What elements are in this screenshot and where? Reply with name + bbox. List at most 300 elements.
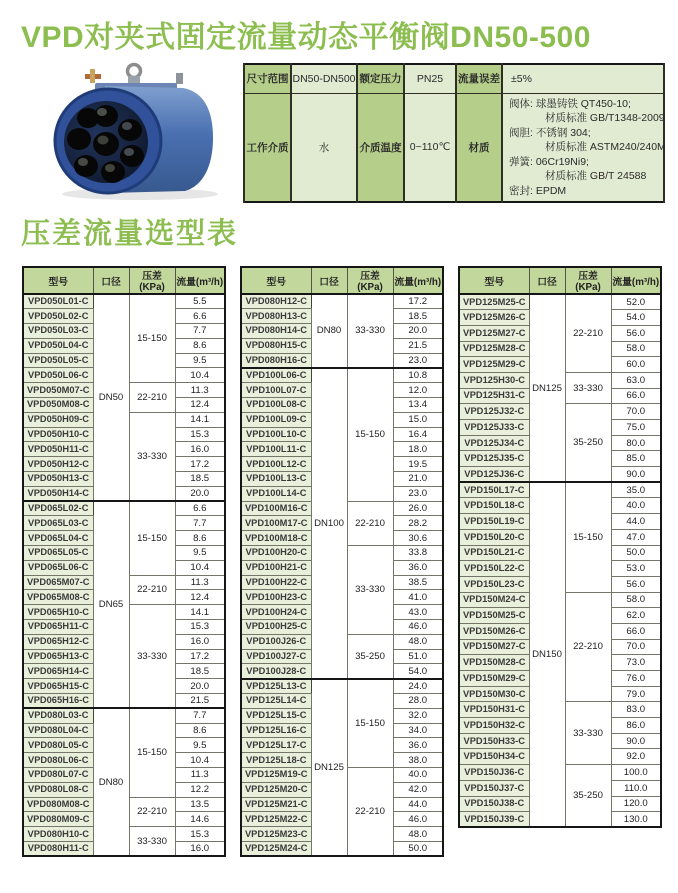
model-cell: VPD150M25-C [459, 608, 529, 624]
model-cell: VPD100L11-C [241, 442, 311, 457]
column-header: 口径 [311, 267, 347, 294]
flow-cell: 50.0 [393, 841, 443, 856]
spec-row-2 [244, 93, 664, 202]
model-cell: VPD150J38-C [459, 796, 529, 812]
flow-cell: 51.0 [393, 649, 443, 664]
flow-cell: 54.0 [611, 310, 661, 326]
spec-label-flow-error: 流量误差 [456, 64, 502, 93]
column-header: 型号 [241, 267, 311, 294]
flow-cell: 20.0 [175, 679, 225, 694]
table-row [459, 294, 661, 310]
spec-value-size-range: DN50-DN500 [291, 64, 357, 93]
flow-cell: 90.0 [611, 467, 661, 483]
flow-cell: 19.5 [393, 457, 443, 472]
diameter-cell: DN80 [93, 708, 129, 856]
pressure-cell: 22-210 [347, 501, 393, 545]
page-title: VPD对夹式固定流量动态平衡阀DN50-500 [21, 21, 591, 54]
flow-cell: 11.3 [175, 383, 225, 398]
header-row [23, 267, 225, 294]
flow-cell: 52.0 [611, 294, 661, 310]
flow-cell: 18.0 [393, 442, 443, 457]
flow-cell: 12.4 [175, 398, 225, 413]
model-cell: VPD125J33-C [459, 420, 529, 436]
spec-label-temperature: 介质温度 [357, 93, 404, 202]
flow-cell: 60.0 [611, 357, 661, 373]
flow-cell: 44.0 [611, 514, 661, 530]
model-cell: VPD050H14-C [23, 486, 93, 501]
model-cell: VPD150L18-C [459, 498, 529, 514]
model-cell: VPD125M22-C [241, 812, 311, 827]
model-cell: VPD080H14-C [241, 324, 311, 339]
flow-cell: 9.5 [175, 546, 225, 561]
material-cell [502, 93, 664, 202]
spec-label-rated-pressure: 额定压力 [357, 64, 404, 93]
model-cell: VPD065H15-C [23, 679, 93, 694]
flow-cell: 18.5 [393, 309, 443, 324]
model-cell: VPD125J36-C [459, 467, 529, 483]
flow-cell: 8.6 [175, 723, 225, 738]
model-cell: VPD125M27-C [459, 325, 529, 341]
model-cell: VPD050M07-C [23, 383, 93, 398]
flow-cell: 38.0 [393, 753, 443, 768]
diameter-cell: DN65 [93, 501, 129, 708]
model-cell: VPD100H22-C [241, 575, 311, 590]
model-cell: VPD080L04-C [23, 723, 93, 738]
pressure-cell: 15-150 [347, 679, 393, 768]
model-cell: VPD125M19-C [241, 768, 311, 783]
model-cell: VPD080L05-C [23, 738, 93, 753]
vent-fitting [176, 73, 183, 84]
material-line: 弹簧: 06Cr19Ni9; [509, 155, 589, 168]
pressure-cell: 35-250 [347, 634, 393, 678]
flow-cell: 21.0 [393, 472, 443, 487]
model-cell: VPD065H14-C [23, 664, 93, 679]
model-cell: VPD100H25-C [241, 620, 311, 635]
balancing-valve-image [45, 60, 241, 202]
spec-value-temperature: 0~110℃ [404, 93, 456, 202]
model-cell: VPD050H11-C [23, 442, 93, 457]
model-cell: VPD125L15-C [241, 708, 311, 723]
product-photo [45, 60, 241, 202]
model-cell: VPD150M26-C [459, 623, 529, 639]
pressure-cell: 15-150 [129, 708, 175, 797]
model-cell: VPD065H12-C [23, 634, 93, 649]
flow-cell: 10.4 [175, 753, 225, 768]
selection-table-2 [240, 266, 444, 857]
model-cell: VPD125M25-C [459, 294, 529, 310]
flow-cell: 73.0 [611, 655, 661, 671]
flow-cell: 30.6 [393, 531, 443, 546]
flow-cell: 54.0 [393, 664, 443, 679]
flow-cell: 43.0 [393, 605, 443, 620]
model-cell: VPD125M20-C [241, 782, 311, 797]
model-cell: VPD100L12-C [241, 457, 311, 472]
flow-cell: 15.0 [393, 412, 443, 427]
flow-cell: 41.0 [393, 590, 443, 605]
model-cell: VPD100H23-C [241, 590, 311, 605]
spec-label-material: 材质 [456, 93, 502, 202]
model-cell: VPD065L06-C [23, 560, 93, 575]
pressure-cell: 22-210 [565, 592, 611, 702]
selection-tables-container [22, 266, 662, 857]
flow-cell: 9.5 [175, 738, 225, 753]
flow-cell: 8.6 [175, 338, 225, 353]
model-cell: VPD100M17-C [241, 516, 311, 531]
model-cell: VPD125L14-C [241, 694, 311, 709]
diameter-cell: DN125 [529, 294, 565, 482]
spec-value-flow-error: ±5% [502, 64, 664, 93]
pressure-cell: 35-250 [565, 765, 611, 828]
model-cell: VPD100H21-C [241, 560, 311, 575]
model-cell: VPD125L13-C [241, 679, 311, 694]
pressure-cell: 33-330 [129, 827, 175, 857]
flow-cell: 76.0 [611, 671, 661, 687]
model-cell: VPD150M28-C [459, 655, 529, 671]
diameter-cell: DN50 [93, 294, 129, 501]
flow-cell: 11.3 [175, 768, 225, 783]
model-cell: VPD150J37-C [459, 780, 529, 796]
model-cell: VPD100J27-C [241, 649, 311, 664]
brass-fitting [85, 69, 101, 83]
diameter-cell: DN150 [529, 482, 565, 827]
model-cell: VPD100J28-C [241, 664, 311, 679]
model-cell: VPD150J39-C [459, 812, 529, 828]
eyebolt-icon [128, 65, 141, 78]
flow-cell: 33.8 [393, 546, 443, 561]
flow-cell: 86.0 [611, 718, 661, 734]
flow-cell: 130.0 [611, 812, 661, 828]
flow-cell: 10.4 [175, 560, 225, 575]
model-cell: VPD100L14-C [241, 486, 311, 501]
flow-cell: 110.0 [611, 780, 661, 796]
model-cell: VPD125L18-C [241, 753, 311, 768]
flow-cell: 18.5 [175, 472, 225, 487]
column-header: 口径 [93, 267, 129, 294]
flow-cell: 58.0 [611, 592, 661, 608]
model-cell: VPD100L13-C [241, 472, 311, 487]
model-cell: VPD080H13-C [241, 309, 311, 324]
pressure-cell: 15-150 [129, 501, 175, 575]
flow-cell: 35.0 [611, 482, 661, 498]
pressure-cell: 22-210 [565, 294, 611, 372]
model-cell: VPD150H31-C [459, 702, 529, 718]
pressure-cell: 33-330 [565, 372, 611, 403]
model-cell: VPD065L05-C [23, 546, 93, 561]
model-cell: VPD050L02-C [23, 309, 93, 324]
model-cell: VPD125M29-C [459, 357, 529, 373]
header-row [459, 267, 661, 294]
model-cell: VPD080L08-C [23, 782, 93, 797]
flow-cell: 56.0 [611, 576, 661, 592]
model-cell: VPD125M23-C [241, 827, 311, 842]
column-header: 型号 [459, 267, 529, 294]
flow-cell: 23.0 [393, 353, 443, 368]
flow-cell: 12.4 [175, 590, 225, 605]
flow-cell: 36.0 [393, 738, 443, 753]
flow-cell: 23.0 [393, 486, 443, 501]
flow-cell: 18.5 [175, 664, 225, 679]
model-cell: VPD125H31-C [459, 388, 529, 404]
model-cell: VPD080M08-C [23, 797, 93, 812]
model-cell: VPD080H10-C [23, 827, 93, 842]
model-cell: VPD080L03-C [23, 708, 93, 723]
flow-cell: 56.0 [611, 325, 661, 341]
spec-table [243, 63, 665, 203]
model-cell: VPD050L05-C [23, 353, 93, 368]
model-cell: VPD150M29-C [459, 671, 529, 687]
model-cell: VPD065L03-C [23, 516, 93, 531]
flow-cell: 15.3 [175, 827, 225, 842]
column-header: 压差(KPa) [565, 267, 611, 294]
material-line: 密封: EPDM [509, 185, 567, 198]
flow-cell: 80.0 [611, 435, 661, 451]
flow-cell: 26.0 [393, 501, 443, 516]
flow-cell: 7.7 [175, 324, 225, 339]
material-line: 阀体: 球墨铸铁 QT450-10; [509, 97, 631, 110]
pressure-cell: 33-330 [129, 605, 175, 709]
model-cell: VPD150L20-C [459, 529, 529, 545]
pressure-cell: 22-210 [347, 768, 393, 857]
model-cell: VPD080M09-C [23, 812, 93, 827]
model-cell: VPD150L17-C [459, 482, 529, 498]
flow-cell: 21.5 [393, 338, 443, 353]
material-line: 材质标准 GB/T 24588 [545, 170, 647, 183]
flow-cell: 14.1 [175, 412, 225, 427]
model-cell: VPD150L23-C [459, 576, 529, 592]
pressure-cell: 33-330 [565, 702, 611, 765]
flow-cell: 47.0 [611, 529, 661, 545]
flow-cell: 83.0 [611, 702, 661, 718]
column-header: 压差(KPa) [129, 267, 175, 294]
header-row [241, 267, 443, 294]
model-cell: VPD100H24-C [241, 605, 311, 620]
table-row [241, 679, 443, 694]
column-header: 流量(m³/h) [611, 267, 661, 294]
model-cell: VPD125L17-C [241, 738, 311, 753]
section-title: 压差流量选型表 [21, 218, 239, 250]
flow-cell: 7.7 [175, 516, 225, 531]
pressure-cell: 15-150 [129, 294, 175, 383]
model-cell: VPD150M27-C [459, 639, 529, 655]
model-cell: VPD100J26-C [241, 634, 311, 649]
model-cell: VPD150H33-C [459, 733, 529, 749]
model-cell: VPD100H20-C [241, 546, 311, 561]
flow-cell: 120.0 [611, 796, 661, 812]
flow-cell: 13.4 [393, 398, 443, 413]
pressure-cell: 33-330 [129, 412, 175, 501]
flow-cell: 16.0 [175, 634, 225, 649]
material-line: 阀胆: 不锈钢 304; [509, 126, 591, 139]
model-cell: VPD125J35-C [459, 451, 529, 467]
flow-cell: 15.3 [175, 427, 225, 442]
model-cell: VPD100L10-C [241, 427, 311, 442]
model-cell: VPD050H13-C [23, 472, 93, 487]
pressure-cell: 22-210 [129, 797, 175, 827]
diameter-cell: DN80 [311, 294, 347, 368]
flow-cell: 58.0 [611, 341, 661, 357]
flow-cell: 7.7 [175, 708, 225, 723]
flow-cell: 62.0 [611, 608, 661, 624]
flow-cell: 36.0 [393, 560, 443, 575]
model-cell: VPD050H09-C [23, 412, 93, 427]
model-cell: VPD150M24-C [459, 592, 529, 608]
flow-cell: 100.0 [611, 765, 661, 781]
flow-cell: 6.6 [175, 501, 225, 516]
model-cell: VPD125J32-C [459, 404, 529, 420]
material-line: 材质标准 GB/T1348-2009 [545, 112, 665, 125]
model-cell: VPD080L06-C [23, 753, 93, 768]
flow-cell: 17.2 [175, 649, 225, 664]
spec-value-medium: 水 [291, 93, 357, 202]
table-row [241, 294, 443, 309]
model-cell: VPD050L01-C [23, 294, 93, 309]
flow-cell: 66.0 [611, 623, 661, 639]
model-cell: VPD065L04-C [23, 531, 93, 546]
column-header: 口径 [529, 267, 565, 294]
flow-cell: 50.0 [611, 545, 661, 561]
model-cell: VPD050H10-C [23, 427, 93, 442]
flow-cell: 53.0 [611, 561, 661, 577]
flow-cell: 66.0 [611, 388, 661, 404]
table-row [23, 708, 225, 723]
model-cell: VPD150L22-C [459, 561, 529, 577]
pressure-cell: 35-250 [565, 404, 611, 482]
model-cell: VPD150L21-C [459, 545, 529, 561]
model-cell: VPD065M07-C [23, 575, 93, 590]
model-cell: VPD150H34-C [459, 749, 529, 765]
flow-cell: 79.0 [611, 686, 661, 702]
model-cell: VPD050L03-C [23, 324, 93, 339]
model-cell: VPD065L02-C [23, 501, 93, 516]
model-cell: VPD125M24-C [241, 841, 311, 856]
selection-table-3 [458, 266, 662, 828]
model-cell: VPD100L09-C [241, 412, 311, 427]
flow-cell: 17.2 [393, 294, 443, 309]
flow-cell: 11.3 [175, 575, 225, 590]
model-cell: VPD125J34-C [459, 435, 529, 451]
material-line: 材质标准 ASTM240/240M [545, 141, 666, 154]
pressure-cell: 33-330 [347, 546, 393, 635]
spec-label-size-range: 尺寸范围 [244, 64, 291, 93]
flow-cell: 10.8 [393, 368, 443, 383]
model-cell: VPD150L19-C [459, 514, 529, 530]
flow-cell: 90.0 [611, 733, 661, 749]
flow-cell: 5.5 [175, 294, 225, 309]
model-cell: VPD065M08-C [23, 590, 93, 605]
table-row [23, 501, 225, 516]
flow-cell: 8.6 [175, 531, 225, 546]
model-cell: VPD050M08-C [23, 398, 93, 413]
flow-cell: 63.0 [611, 372, 661, 388]
spec-label-medium: 工作介质 [244, 93, 291, 202]
model-cell: VPD065H13-C [23, 649, 93, 664]
column-header: 压差(KPa) [347, 267, 393, 294]
flow-cell: 48.0 [393, 634, 443, 649]
model-cell: VPD065H11-C [23, 620, 93, 635]
flow-cell: 14.6 [175, 812, 225, 827]
model-cell: VPD050L04-C [23, 338, 93, 353]
spec-row-1 [244, 64, 664, 93]
diameter-cell: DN100 [311, 368, 347, 679]
flow-cell: 12.0 [393, 383, 443, 398]
model-cell: VPD125M28-C [459, 341, 529, 357]
model-cell: VPD080H16-C [241, 353, 311, 368]
pressure-cell: 33-330 [347, 294, 393, 368]
diameter-cell: DN125 [311, 679, 347, 857]
model-cell: VPD080H15-C [241, 338, 311, 353]
flow-cell: 13.5 [175, 797, 225, 812]
selection-table-1 [22, 266, 226, 857]
flow-cell: 24.0 [393, 679, 443, 694]
flow-cell: 16.0 [175, 442, 225, 457]
flow-cell: 28.2 [393, 516, 443, 531]
model-cell: VPD065H10-C [23, 605, 93, 620]
flow-cell: 16.4 [393, 427, 443, 442]
model-cell: VPD100L07-C [241, 383, 311, 398]
pressure-cell: 15-150 [347, 368, 393, 501]
flow-cell: 44.0 [393, 797, 443, 812]
flow-cell: 15.3 [175, 620, 225, 635]
flow-cell: 46.0 [393, 812, 443, 827]
model-cell: VPD125H30-C [459, 372, 529, 388]
model-cell: VPD150M30-C [459, 686, 529, 702]
model-cell: VPD050H12-C [23, 457, 93, 472]
model-cell: VPD100M18-C [241, 531, 311, 546]
flow-cell: 70.0 [611, 639, 661, 655]
flow-cell: 42.0 [393, 782, 443, 797]
pressure-cell: 22-210 [129, 575, 175, 605]
model-cell: VPD080H11-C [23, 841, 93, 856]
table-row [241, 368, 443, 383]
flow-cell: 14.1 [175, 605, 225, 620]
flow-cell: 9.5 [175, 353, 225, 368]
pressure-cell: 22-210 [129, 383, 175, 413]
flow-cell: 6.6 [175, 309, 225, 324]
flow-cell: 10.4 [175, 368, 225, 383]
table-row [23, 294, 225, 309]
model-cell: VPD150J36-C [459, 765, 529, 781]
flow-cell: 28.0 [393, 694, 443, 709]
column-header: 型号 [23, 267, 93, 294]
table-row [459, 482, 661, 498]
flow-cell: 46.0 [393, 620, 443, 635]
flow-cell: 48.0 [393, 827, 443, 842]
flow-cell: 20.0 [393, 324, 443, 339]
model-cell: VPD100L06-C [241, 368, 311, 383]
flow-cell: 92.0 [611, 749, 661, 765]
model-cell: VPD150H32-C [459, 718, 529, 734]
model-cell: VPD080L07-C [23, 768, 93, 783]
flow-cell: 32.0 [393, 708, 443, 723]
flow-cell: 70.0 [611, 404, 661, 420]
model-cell: VPD100L08-C [241, 398, 311, 413]
flow-cell: 40.0 [393, 768, 443, 783]
pressure-cell: 15-150 [565, 482, 611, 592]
flow-cell: 12.2 [175, 782, 225, 797]
flow-cell: 34.0 [393, 723, 443, 738]
column-header: 流量(m³/h) [393, 267, 443, 294]
flow-cell: 21.5 [175, 694, 225, 709]
model-cell: VPD125L16-C [241, 723, 311, 738]
flow-cell: 75.0 [611, 420, 661, 436]
model-cell: VPD100M16-C [241, 501, 311, 516]
flow-cell: 40.0 [611, 498, 661, 514]
flow-cell: 17.2 [175, 457, 225, 472]
flow-cell: 38.5 [393, 575, 443, 590]
model-cell: VPD050L06-C [23, 368, 93, 383]
flow-cell: 20.0 [175, 486, 225, 501]
model-cell: VPD125M21-C [241, 797, 311, 812]
